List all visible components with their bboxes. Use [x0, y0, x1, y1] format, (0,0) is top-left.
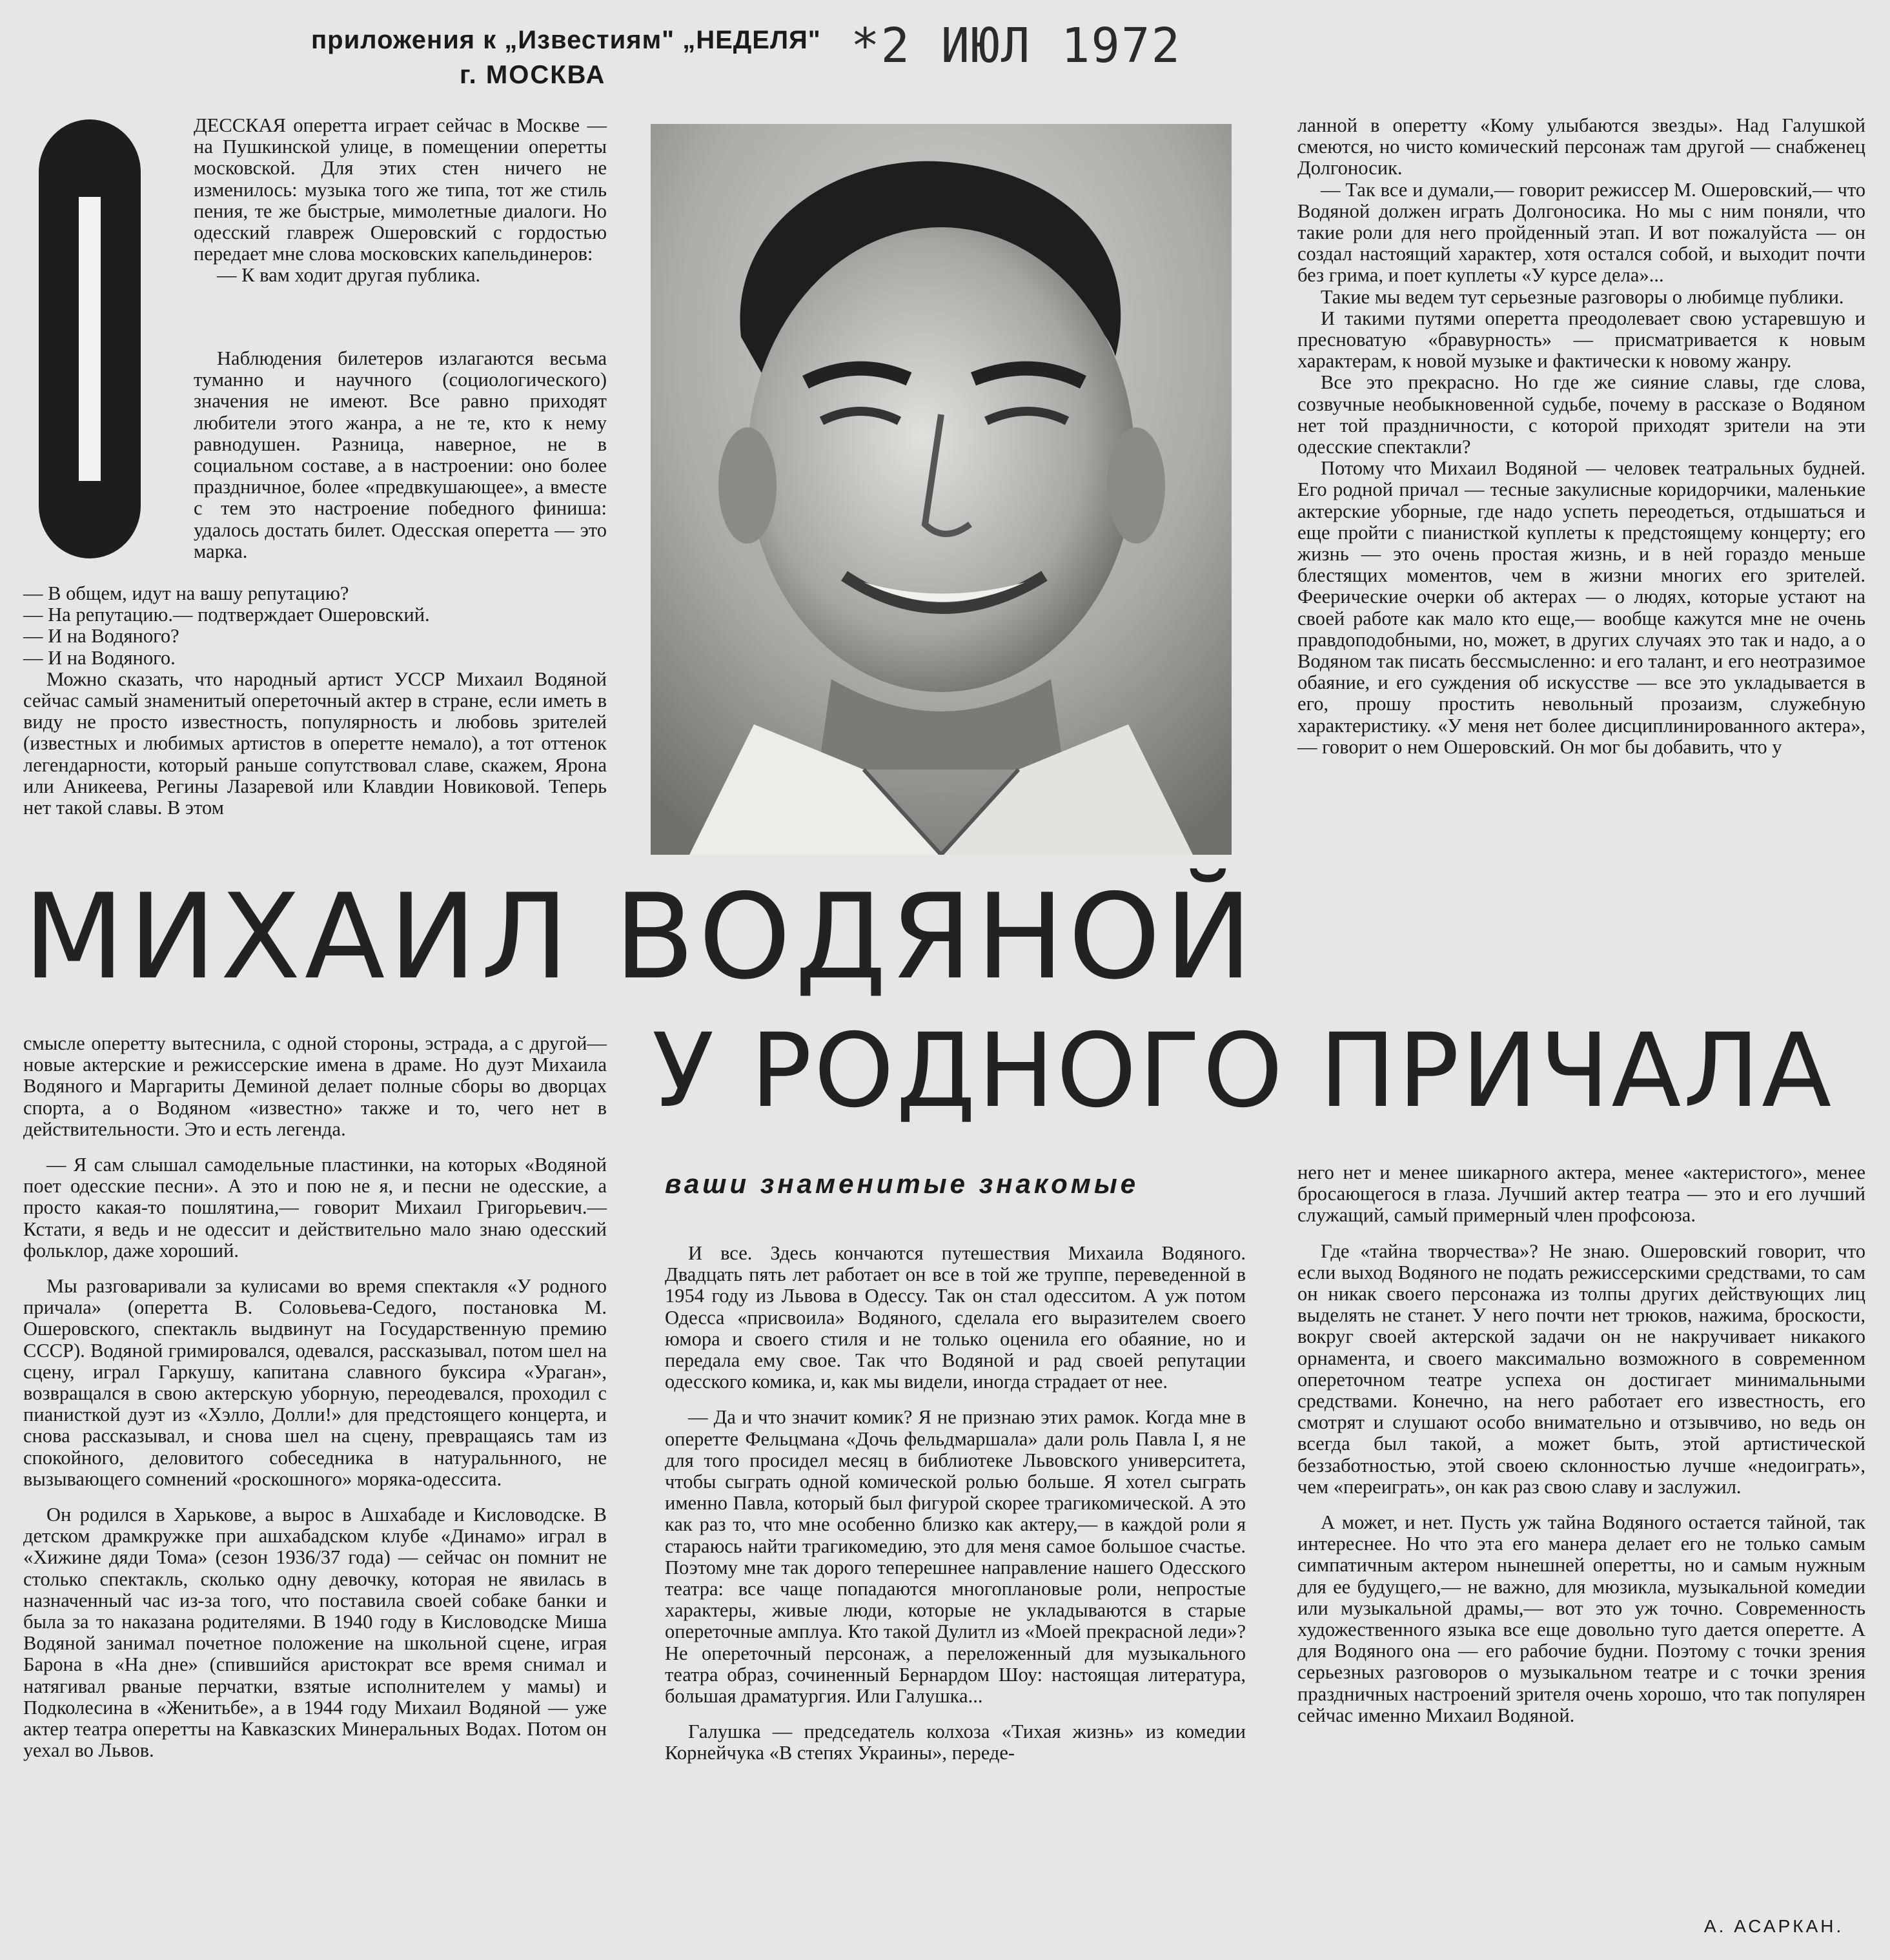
paragraph: И такими путями оперетта преодолевает свою устаревшую и пресноватую «бравурность» — присматривается к новым характерам, к новой музыке и фактически к новому жанру.	[1297, 307, 1865, 373]
paragraph: — Так все и думали,— говорит режиссер М. Ошеровский,— что Водяной должен играть Долгоносика. Но мы с ним поняли, что такие роли для него пройденный этап. И вот пожалуйста — он создал настоящий характер, хотя остался собой, и выходит почти без грима, и поет куплеты «У курсе дела»...	[1297, 178, 1865, 287]
portrait-photo	[651, 124, 1232, 855]
paragraph: Галушка — председатель колхоза «Тихая жизнь» из комедии Корнейчука «В степях Украины», переде-	[665, 1720, 1246, 1764]
publication-city: г. МОСКВА	[460, 61, 606, 89]
date-stamp: *2 ИЮЛ 1972	[851, 18, 1182, 74]
paragraph: Наблюдения билетеров излагаются весьма туманно и научного (социологического) значения не имеют. Все равно приходят любители этого жанра, а не те, кто к нему равнодушен. Разница, наверное, не в социальном составе, а в настроении: оно более праздничное, более «предвкушающее», а вместе с тем это настроение победного финиша: удалось достать билет. Одесская оперетта — это марка.	[194, 347, 607, 562]
paragraph: Потому что Михаил Водяной — человек театральных будней. Его родной причал — тесные закулисные коридорчики, маленькие актерские уборные, где надо успеть переодеться, отдышаться и еще пройти с пианисткой куплеты к предстоящему концерту; его жизнь — это очень простая жизнь, и в ней гораздо меньше блестящих моментов, чем в жизни многих его зрителей. Феерические очерки об актерах — о людях, которые устают на своей работе как мало кто еще,— вообще кажутся мне не очень правдоподобными, но, может, в других случаях это так и надо, а о Водяном так писать бессмысленно: и его талант, и его неотразимое обаяние, и его суждения об искусстве — все это укладывается в его, прошу простить невольный прозаизм, служебную характеристику. «У меня нет более дисциплинированного актера»,— говорит о нем Ошеровский. Он мог бы добавить, что у	[1297, 457, 1865, 758]
headline-line-2: У РОДНОГО ПРИЧАЛА	[652, 1012, 1834, 1130]
column-1-middle	[194, 348, 607, 562]
paragraph: ДЕССКАЯ оперетта играет сейчас в Москве — на Пушкинской улице, в помещении оперетты московской. Для этих стен ничего не изменилось: музыка того же типа, тот же стиль пения, те же быстрые, мимолетные диалоги. Но одесский главреж Ошеровский с гордостью передает мне слова московских капельдинеров:	[194, 114, 607, 265]
paragraph: — К вам ходит другая публика.	[217, 264, 481, 287]
paragraph: Он родился в Харькове, а вырос в Ашхабаде и Кисловодске. В детском драмкружке при ашхабадском клубе «Динамо» играл в «Хижине дяди Тома» (сезон 1936/37 года) — сейчас он помнит не столько спектакль, сколько одну девочку, которая не явилась в назначенный час из-за того, что поставила своей собаке банки и была за то наказана родителями. В 1940 году в Кисловодске Миша Водяной занимал почетное положение на школьной сцене, играя Барона в «На дне» (спившийся аристократ все время снимал и натягивал рваные перчатки, взятые исполнителем у мамы) и Подколесина в «Женитьбе», а в 1944 году Михаил Водяной — уже актер театра оперетты на Кавказских Минеральных Водах. Потом он уехал во Львов.	[23, 1504, 607, 1762]
column-3-top	[1297, 115, 1865, 758]
column-3-bottom	[1297, 1162, 1865, 1726]
paragraph: — И на Водяного?	[23, 625, 179, 648]
column-1-intro	[194, 115, 607, 287]
paragraph: — На репутацию.— подтверждает Ошеровский.	[23, 604, 430, 626]
column-1-bottom	[23, 1033, 607, 1762]
rubric: ваши знаменитые знакомые	[665, 1169, 1139, 1199]
author-signature: А. АСАРКАН.	[1704, 1916, 1844, 1936]
paragraph: Такие мы ведем тут серьезные разговоры о любимце публики.	[1321, 285, 1844, 308]
headline-line-1: МИХАИЛ ВОДЯНОЙ	[23, 868, 1257, 1005]
paragraph: — Я сам слышал самодельные пластинки, на которых «Водяной поет одесские песни». А это и пою не я, и песни не одесские, а просто какая-то пошлятина,— говорит Михаил Григорьевич.— Кстати, я ведь и не одессит и действительно мало знаю одесский фольклор, даже хороший.	[23, 1154, 607, 1261]
paragraph: Все это прекрасно. Но где же сияние славы, где слова, созвучные необыкновенной судьбе, почему в рассказе о Водяном нет той праздничности, с которой приходят зрители на эти одесские спектакли?	[1297, 371, 1865, 458]
paragraph: смысле оперетту вытеснила, с одной стороны, эстрада, а с другой—новые актерские и режиссерские имена в драме. Но дуэт Михаила Водяного и Маргариты Деминой делает полные сборы во дворцах спорта, а о Водяном «известно» также и то, чего нет в действительности. Это и есть легенда.	[23, 1032, 607, 1140]
portrait-illustration	[651, 124, 1232, 855]
paragraph: И все. Здесь кончаются путешествия Михаила Водяного. Двадцать пять лет работает он все в той же труппе, переведенной в 1954 году из Львова в Одессу. Так он стал одесситом. А уж потом Одесса «присвоила» Водяного, сделала его выразителем своего юмора и своего стиля и не только оценила его обаяние, но и передала ему свое. Так что Водяной и рад своей репутации одесского комика, и, как мы видели, иногда страдает от нее.	[665, 1242, 1246, 1393]
paragraph: — В общем, идут на вашу репутацию?	[23, 582, 349, 604]
paragraph: — И на Водяного.	[23, 646, 176, 669]
paragraph: А может, и нет. Пусть уж тайна Водяного остается тайной, так интереснее. Но что эта его манера делает его не только самым симпатичным актером нынешней оперетты, но и самым нужным для ее будущего,— не важно, для мюзикла, музыкальной комедии или музыкальной драмы,— вот это уж точно. Современность художественного языка все еще довольно туго дается оперетте. А для Водяного она — его рабочие будни. Поэтому с точки зрения серьезных разговоров о музыкальном театре и с точки зрения праздничных настроений зрителя очень хорошо, что так популярен сейчас именно Михаил Водяной.	[1297, 1511, 1865, 1726]
drop-cap-letter	[39, 119, 141, 558]
paragraph: ланной в оперетту «Кому улыбаются звезды». Над Галушкой смеются, но чисто комический персонаж там другой — снабженец Долгоносик.	[1297, 114, 1865, 179]
column-1-lower	[23, 583, 607, 819]
publication-name: приложения к „Известиям" „НЕДЕЛЯ"	[311, 26, 821, 54]
paragraph: — Да и что значит комик? Я не признаю этих рамок. Когда мне в оперетте Фельцмана «Дочь фельдмаршала» дали роль Павла I, я не для того просидел месяц в библиотеке Львовского университета, чтобы сыграть одной комической ролью больше. Я хотел сыграть именно Павла, который был фигурой скорее трагикомической. А это как раз то, что мне особенно близко как актеру,— в каждой роли я стараюсь найти трагикомедию, это для меня самое большое счастье. Поэтому мне так дорого теперешнее направление нашего Одесского театра: все чаще попадаются многоплановые роли, непростые характеры, живые люди, которые не укладываются в старые опереточные амплуа. Кто такой Дулитл из «Моей прекрасной леди»? Не опереточный персонаж, а переложенный для музыкального театра образ, сочиненный Бернардом Шоу: настоящая литература, большая драматургия. Или Галушка...	[665, 1406, 1246, 1708]
paragraph: него нет и менее шикарного актера, менее «актеристого», менее бросающегося в глаза. Лучший актер театра — это и его лучший служащий, самый примерный член профсоюза.	[1297, 1161, 1865, 1227]
paragraph: Можно сказать, что народный артист УССР Михаил Водяной сейчас самый знаменитый опереточный актер в стране, если иметь в виду не просто известность, популярность и любовь зрителей (известных и любимых артистов в оперетте немало), а тот оттенок легендарности, который раньше сопутствовал славе, скажем, Ярона или Аникеева, Регины Лазаревой или Клавдии Новиковой. Теперь нет такой славы. В этом	[23, 668, 607, 819]
paragraph: Мы разговаривали за кулисами во время спектакля «У родного причала» (оперетта В. Соловьева-Седого, постановка М. Ошеровского, спектакль выдвинут на Государственную премию СССР). Водяной гримировался, одевался, рассказывал, потом шел на сцену, играл Гаркушу, капитана славного буксира «Ураган», возвращался в свою актерскую уборную, переодевался, проходил с пианисткой дуэт из «Хэлло, Долли!» для предстоящего концерта, и снова рассказывал, и снова шел на сцену, превращаясь там из спокойного, деловитого собеседника в натуральнного, не вызывающего сомнений «роскошного» моряка-одессита.	[23, 1275, 607, 1490]
paragraph: Где «тайна творчества»? Не знаю. Ошеровский говорит, что если выход Водяного не подать режиссерскими средствами, то сам он никак своего персонажа из толпы других действующих лиц выделять не станет. У него почти нет трюков, нажима, броскости, вокруг своей актерской задачи он не накручивает никакого орнамента, и своего максимально возможного в современном опереточном театре успеха он достигает минимальными средствами. Конечно, на него работает его известность, его смотрят и слушают особо внимательно и отзывчиво, но ведь он всегда был такой, а может быть, этой артистической беззаботностью, этой своею склонностью лучше «недоиграть», чем «переиграть», он как раз свою славу и заслужил.	[1297, 1240, 1865, 1498]
column-2-bottom	[665, 1243, 1246, 1764]
